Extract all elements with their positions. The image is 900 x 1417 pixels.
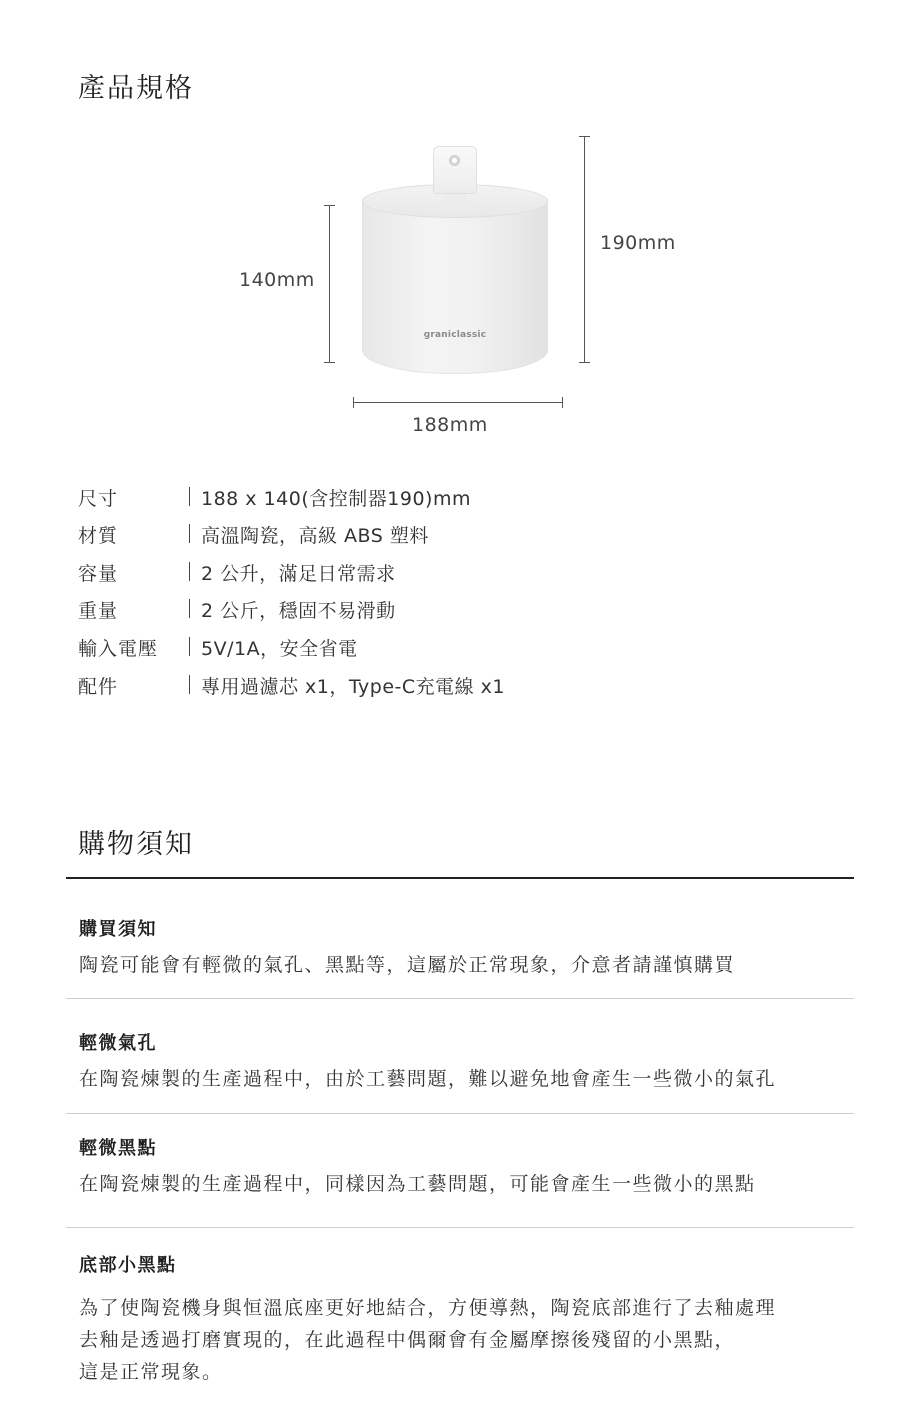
spec-divider [189, 675, 190, 694]
width-label: 188mm [412, 414, 488, 436]
product-controller [433, 146, 477, 194]
spec-value: 5V/1A，安全省電 [201, 638, 358, 660]
sensor-icon [450, 156, 459, 165]
notice-heading: 購買須知 [79, 919, 157, 940]
spec-value: 2 公升，滿足日常需求 [201, 563, 396, 585]
spec-value: 專用過濾芯 x1，Type-C充電線 x1 [201, 676, 506, 698]
notice-text: 這是正常現象。 [79, 1361, 223, 1383]
spec-label: 配件 [78, 676, 119, 698]
spec-divider [189, 637, 190, 656]
notice-text: 去釉是透過打磨實現的，在此過程中偶爾會有金屬摩擦後殘留的小黑點， [79, 1329, 736, 1351]
spec-label: 容量 [78, 563, 119, 585]
notice-heading: 輕微氣孔 [79, 1033, 157, 1054]
item-divider [66, 1113, 854, 1114]
spec-value: 188 x 140(含控制器190)mm [201, 488, 471, 510]
item-divider [66, 998, 854, 999]
total-height-label: 190mm [600, 232, 676, 254]
spec-divider [189, 599, 190, 618]
spec-label: 材質 [78, 525, 119, 547]
total-height-dimension-line [584, 136, 585, 363]
spec-label: 尺寸 [78, 488, 119, 510]
notice-text: 陶瓷可能會有輕微的氣孔、黑點等，這屬於正常現象，介意者請謹慎購買 [79, 954, 736, 976]
notice-heading: 底部小黑點 [79, 1255, 177, 1276]
notice-text: 在陶瓷煉製的生產過程中，由於工藝問題，難以避免地會產生一些微小的氣孔 [79, 1068, 777, 1090]
item-divider [66, 1227, 854, 1228]
spec-value: 2 公斤，穩固不易滑動 [201, 600, 396, 622]
width-dimension-line [353, 402, 563, 403]
product-brand-logo: graniclassic [423, 330, 487, 340]
spec-divider [189, 524, 190, 543]
spec-label: 輸入電壓 [78, 638, 159, 660]
spec-section-title: 產品規格 [78, 73, 194, 104]
height-tick-top [324, 205, 335, 206]
spec-label: 重量 [78, 600, 119, 622]
product-image [362, 146, 548, 382]
width-tick-left [353, 397, 354, 408]
section-divider [66, 877, 854, 879]
notice-text: 在陶瓷煉製的生產過程中，同樣因為工藝問題，可能會產生一些微小的黑點 [79, 1173, 756, 1195]
width-tick-right [562, 397, 563, 408]
spec-value: 高溫陶瓷，高級 ABS 塑料 [201, 525, 429, 547]
spec-divider [189, 487, 190, 506]
product-body [362, 202, 548, 374]
notice-section-title: 購物須知 [78, 829, 194, 860]
total-height-tick-top [579, 136, 590, 137]
total-height-tick-bottom [579, 362, 590, 363]
height-dimension-line [329, 205, 330, 363]
spec-divider [189, 562, 190, 581]
notice-heading: 輕微黑點 [79, 1138, 157, 1159]
height-tick-bottom [324, 362, 335, 363]
height-label: 140mm [239, 269, 315, 291]
notice-text: 為了使陶瓷機身與恒溫底座更好地結合，方便導熱，陶瓷底部進行了去釉處理 [79, 1297, 777, 1319]
